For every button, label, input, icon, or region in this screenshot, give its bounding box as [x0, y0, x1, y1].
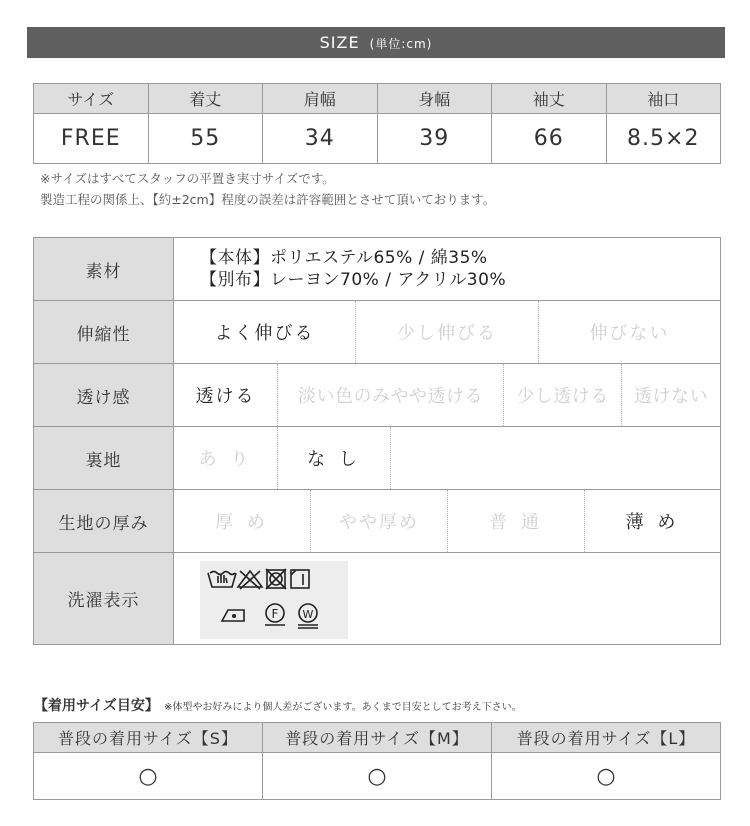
lining-empty	[391, 427, 720, 489]
sleeve-length-value: 66	[492, 114, 607, 164]
line-dry-shade-icon	[291, 570, 309, 588]
hand-wash-icon	[208, 572, 236, 588]
size-col-shoulder: 肩幅	[263, 84, 378, 114]
size-col-size: サイズ	[34, 84, 149, 114]
sheerness-option-light-colors: 淡い色のみやや透ける	[278, 364, 504, 426]
no-tumble-dry-icon	[266, 569, 286, 589]
care-symbols	[200, 561, 348, 639]
fit-value-s: ○	[34, 753, 263, 800]
low-iron-icon	[222, 610, 244, 621]
wet-clean-w-icon	[298, 604, 318, 628]
material-sub: 【別布】レーヨン70% / アクリル30%	[200, 270, 507, 290]
no-bleach-icon	[238, 571, 262, 589]
fit-guide-note: ※体型やお好みにより個人差がございます。あくまで目安としてお考え下さい。	[163, 702, 522, 713]
size-col-cuff: 袖口	[606, 84, 721, 114]
spec-table	[33, 237, 721, 645]
size-title: SIZE	[319, 33, 360, 52]
svg-text:W: W	[302, 608, 314, 621]
size-table	[33, 83, 721, 164]
sheerness-label: 透け感	[34, 364, 174, 426]
lining-option-no: な し	[278, 427, 391, 489]
sheerness-options	[174, 364, 720, 426]
fit-value-l: ○	[492, 753, 721, 800]
spec-row-material	[34, 238, 720, 300]
size-col-sleeve-length: 袖丈	[492, 84, 607, 114]
fit-guide-heading: 【着用サイズ目安】	[34, 698, 159, 714]
fit-guide-title	[34, 695, 522, 715]
stretch-label: 伸縮性	[34, 301, 174, 363]
body-width-value: 39	[377, 114, 492, 164]
thickness-option-normal: 普 通	[448, 490, 585, 552]
lining-label: 裏地	[34, 427, 174, 489]
size-header	[27, 27, 725, 58]
svg-text:F: F	[271, 607, 279, 621]
size-col-body-width: 身幅	[377, 84, 492, 114]
spec-row-thickness	[34, 489, 720, 552]
stretch-option-high: よく伸びる	[174, 301, 356, 363]
sheerness-option-slightly: 少し透ける	[504, 364, 622, 426]
stretch-option-none: 伸びない	[589, 323, 670, 344]
cuff-value: 8.5×2	[606, 114, 721, 164]
thickness-option-thick: 厚 め	[174, 490, 311, 552]
stretch-option-some: 少し伸びる	[356, 301, 539, 363]
thickness-option-thin: 薄 め	[625, 512, 680, 533]
dry-clean-f-icon	[265, 604, 285, 625]
washing-label: 洗濯表示	[34, 553, 174, 644]
material-label: 素材	[34, 238, 174, 300]
length-value: 55	[148, 114, 263, 164]
washing-icons-area	[174, 553, 720, 644]
thickness-label: 生地の厚み	[34, 490, 174, 552]
sheerness-option-none: 透けない	[634, 386, 708, 407]
stretch-options	[174, 301, 720, 363]
tolerance-note: 製造工程の関係上、【約±2cm】程度の誤差は許容範囲とさせて頂いております。	[40, 192, 496, 207]
fit-col-l: 普段の着用サイズ【L】	[492, 723, 721, 753]
fit-guide-header-row	[34, 723, 721, 753]
fit-guide-table	[33, 722, 721, 800]
fit-col-s: 普段の着用サイズ【S】	[34, 723, 263, 753]
lining-options	[174, 427, 720, 489]
fit-guide-value-row	[34, 753, 721, 800]
size-table-value-row	[34, 114, 721, 164]
measurement-note: ※サイズはすべてスタッフの平置き実寸サイズです。	[40, 171, 335, 186]
material-details	[174, 238, 720, 300]
sheerness-option-sheer: 透ける	[174, 364, 278, 426]
spec-row-stretch	[34, 300, 720, 363]
care-label-image	[200, 561, 348, 639]
thickness-options	[174, 490, 720, 552]
material-main: 【本体】ポリエステル65% / 綿35%	[200, 248, 488, 268]
size-unit: (単位:cm)	[369, 37, 433, 51]
spec-row-washing	[34, 552, 720, 644]
size-table-header-row	[34, 84, 721, 114]
lining-option-yes: あ り	[174, 427, 278, 489]
spec-row-sheerness	[34, 363, 720, 426]
size-col-length: 着丈	[148, 84, 263, 114]
fit-col-m: 普段の着用サイズ【M】	[263, 723, 492, 753]
thickness-option-slightly-thick: やや厚め	[311, 490, 448, 552]
shoulder-value: 34	[263, 114, 378, 164]
size-value: FREE	[34, 114, 149, 164]
spec-row-lining	[34, 426, 720, 489]
fit-value-m: ○	[263, 753, 492, 800]
